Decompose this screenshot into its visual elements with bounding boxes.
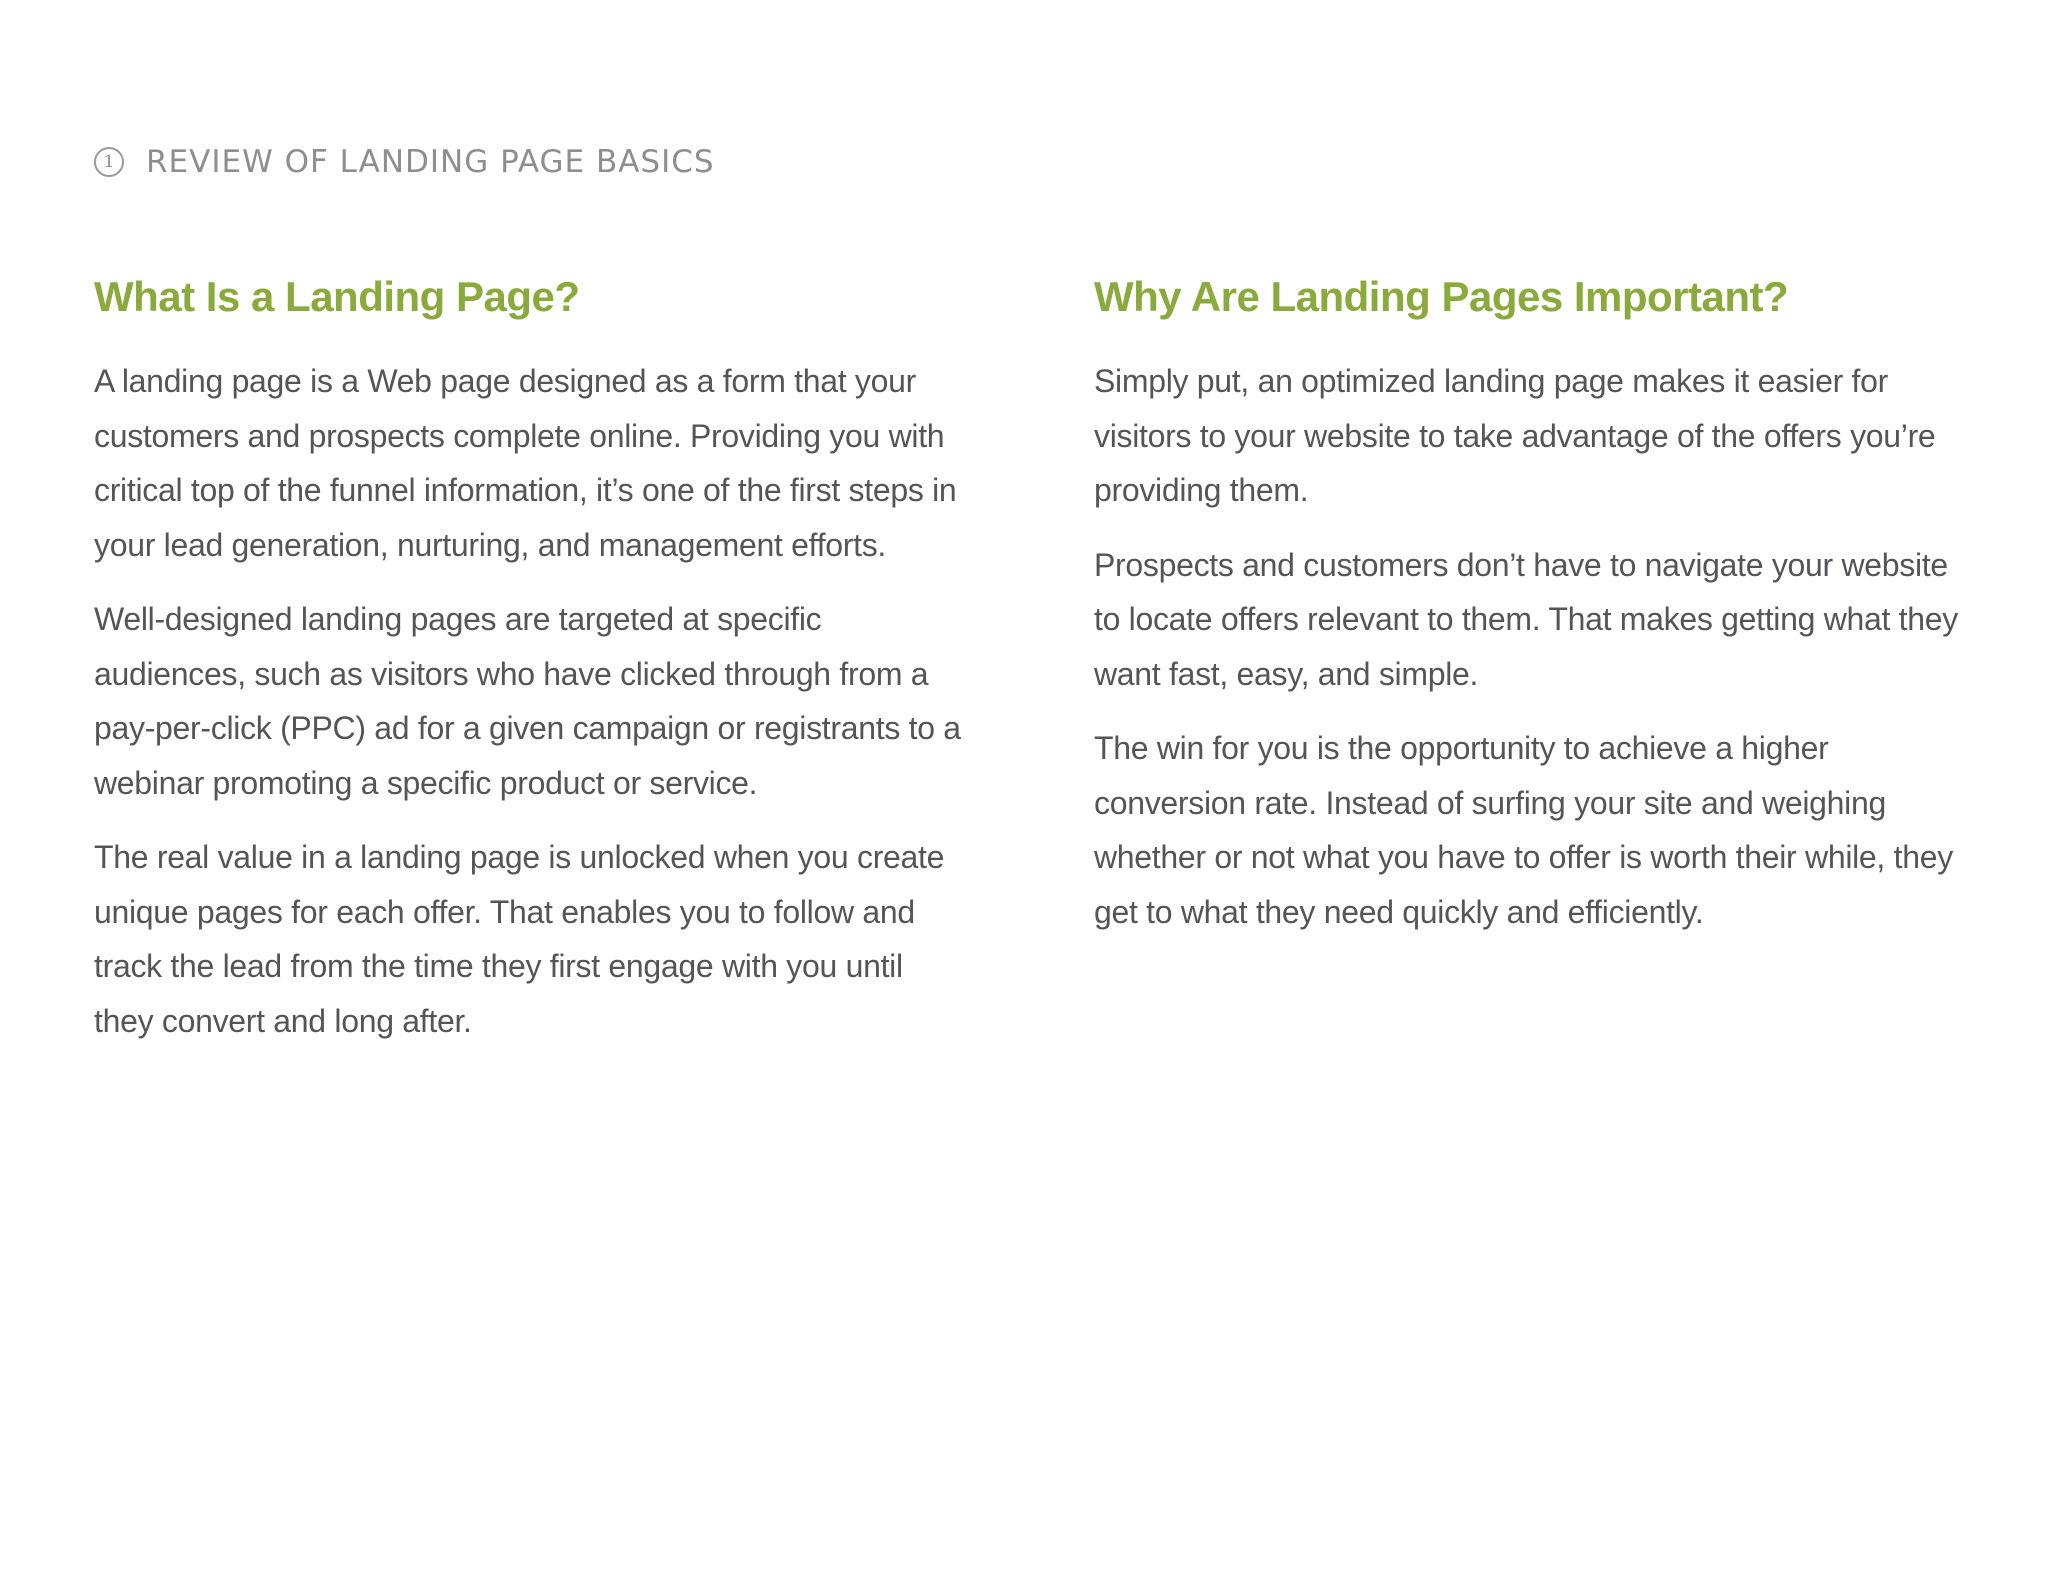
- section-header: [94, 138, 715, 186]
- left-heading: What Is a Landing Page?: [94, 273, 580, 320]
- right-column: [1094, 266, 1964, 959]
- right-paragraph-2: Prospects and customers don’t have to navigate your website to locate offers relevant to them. That makes getting what they want fast, easy, and simple.: [1094, 546, 1958, 692]
- left-column: [94, 266, 964, 1068]
- section-number-badge: 1: [94, 147, 124, 177]
- section-title: REVIEW OF LANDING PAGE BASICS: [146, 144, 715, 180]
- right-paragraph-1: Simply put, an optimized landing page makes it easier for visitors to your website to take advantage of the offers you’re providing them.: [1094, 363, 1936, 508]
- left-paragraph-2: Well-designed landing pages are targeted at specific audiences, such as visitors who have clicked through from a pay-per-click (PPC) ad for a given campaign or registrants to a webinar promoting a specific product or service.: [94, 601, 961, 801]
- left-paragraph-3: The real value in a landing page is unlocked when you create unique pages for each offer. That enables you to follow and track the lead from the time they first engage with you until they convert and long after.: [94, 839, 945, 1039]
- right-paragraph-3: The win for you is the opportunity to achieve a higher conversion rate. Instead of surfing your site and weighing whether or not what you have to offer is worth their while, they get to what they need quickly and efficiently.: [1094, 730, 1953, 930]
- left-paragraph-1: A landing page is a Web page designed as a form that your customers and prospects complete online. Providing you with critical top of the funnel information, it’s one of the first steps in your lead generation, nurturing, and management efforts.: [94, 363, 957, 563]
- right-heading: Why Are Landing Pages Important?: [1094, 273, 1789, 320]
